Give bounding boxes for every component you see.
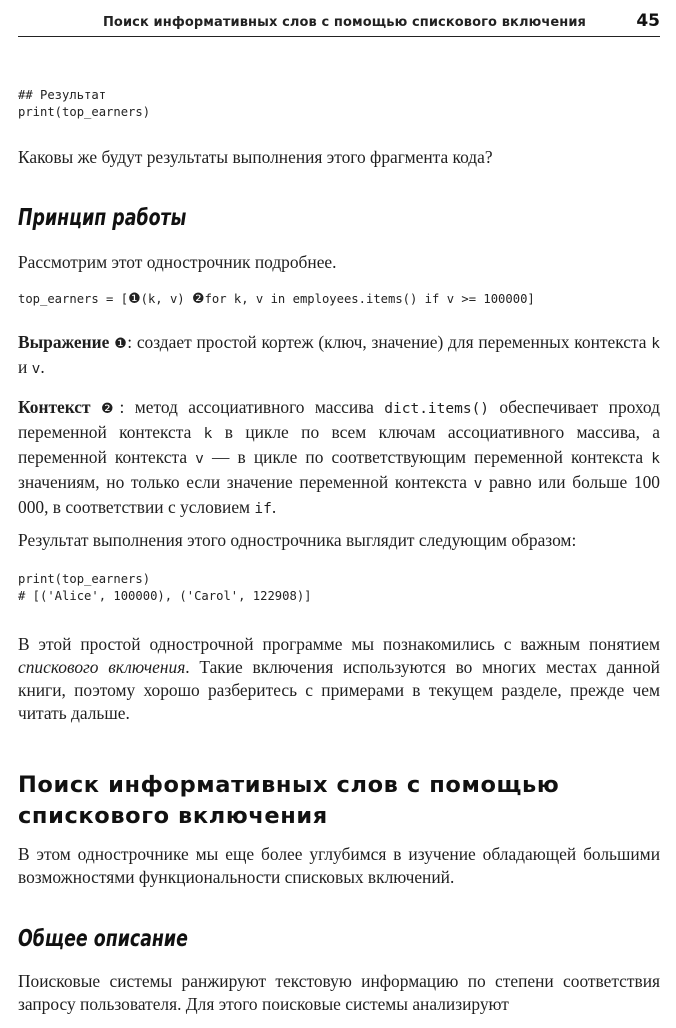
page-header xyxy=(18,8,660,37)
term-expression: Выражение xyxy=(18,332,110,352)
paragraph-overview xyxy=(18,970,660,1016)
paragraph-text: Рассмотрим этот однострочник подробнее. xyxy=(18,252,337,272)
code-line: print(top_earners) xyxy=(18,572,151,586)
paragraph-text: В этой простой однострочной программе мы познакомились с важным понятием xyxy=(18,634,660,654)
emphasis-term: спискового включения xyxy=(18,657,186,677)
code-part: for k, v in employees.items() if v >= 100000] xyxy=(204,292,535,306)
inline-code: k xyxy=(651,336,660,352)
page-number: 45 xyxy=(636,11,660,31)
inline-code: k xyxy=(203,426,213,442)
paragraph-text: Результат выполнения этого однострочника выглядит следующим образом: xyxy=(18,530,577,550)
paragraph-text: . xyxy=(40,357,45,377)
paragraph-intro xyxy=(18,843,660,889)
paragraph-question xyxy=(18,146,660,169)
paragraph-text: В этом однострочнике мы еще более углубимся в изучение обладающей большими возможностями функциональности списковых включений. xyxy=(18,844,660,887)
paragraph-text: в цикле по всем ключам ассоциативного массива, а переменной контекста xyxy=(18,422,660,467)
code-line: ## Результат xyxy=(18,88,107,102)
paragraph-text: равно или больше 100 000, в соответствии с условием xyxy=(18,472,660,517)
heading-principle: Принцип работы xyxy=(18,205,187,231)
code-block-oneliner xyxy=(18,291,535,308)
running-title: Поиск информативных слов с помощью спискового включения xyxy=(102,15,586,30)
paragraph-context xyxy=(18,396,660,521)
paragraph-text: значениям, но только если значение переменной контекста xyxy=(18,472,474,492)
marker-two-icon: ❷ xyxy=(100,401,120,417)
paragraph-summary xyxy=(18,633,660,725)
code-line: # [('Alice', 100000), ('Carol', 122908)] xyxy=(18,589,312,603)
marker-one-icon: ❶ xyxy=(128,291,141,307)
inline-code: dict.items() xyxy=(384,401,490,417)
paragraph-text: . Такие включения используются во многих местах данной книги, поэтому хорошо разберитесь с примерами в текущем разделе, прежде чем читать дальше. xyxy=(18,657,660,723)
inline-code: v xyxy=(31,361,41,377)
term-context: Контекст xyxy=(18,397,91,417)
paragraph-text: : создает простой кортеж (ключ, значение) для переменных контекста xyxy=(127,332,652,352)
code-part: top_earners = [ xyxy=(18,292,129,306)
paragraph-expression xyxy=(18,331,660,381)
inline-code: v xyxy=(473,476,483,492)
paragraph-text: и xyxy=(18,357,32,377)
code-part: (k, v) xyxy=(140,292,192,306)
paragraph-consider xyxy=(18,251,660,274)
paragraph-result xyxy=(18,529,660,552)
paragraph-text: Поисковые системы ранжируют текстовую информацию по степени соответствия запросу пользователя. Для этого поисковые системы анализируют xyxy=(18,971,660,1014)
paragraph-text: обеспечивает проход переменной контекста xyxy=(18,397,660,442)
code-block-result xyxy=(18,87,150,121)
marker-two-icon: ❷ xyxy=(192,291,205,307)
inline-code: if xyxy=(254,501,272,517)
code-block-output xyxy=(18,571,312,605)
paragraph-text: . xyxy=(271,497,277,517)
paragraph-text: : метод ассоциативного массива xyxy=(119,397,385,417)
inline-code: k xyxy=(651,451,660,467)
paragraph-text: — в цикле по соответствующим переменной контекста xyxy=(203,447,652,467)
heading-overview: Общее описание xyxy=(18,926,188,952)
marker-one-icon: ❶ xyxy=(114,336,128,352)
section-heading: Поиск информативных слов с помощью спискового включения xyxy=(18,772,560,829)
code-line: print(top_earners) xyxy=(18,105,151,119)
inline-code: v xyxy=(195,451,204,467)
paragraph-text: Каковы же будут результаты выполнения этого фрагмента кода? xyxy=(18,147,493,167)
